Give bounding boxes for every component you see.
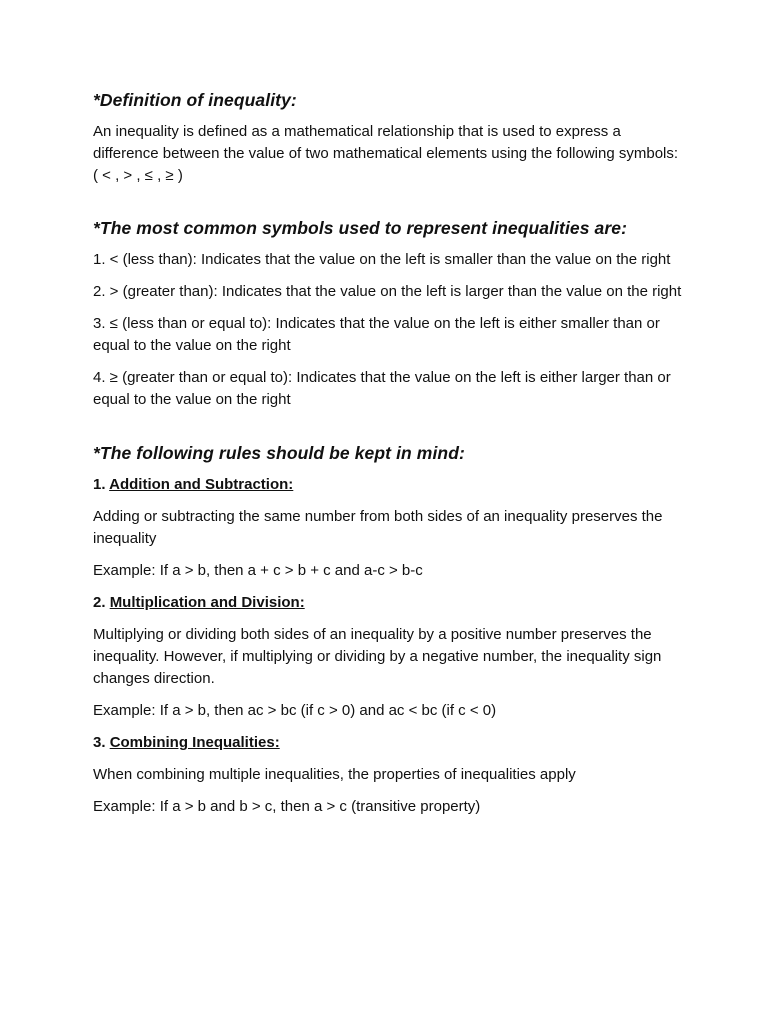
rules-heading: *The following rules should be kept in mind: bbox=[93, 443, 465, 463]
rule-title-text: Multiplication and Division: bbox=[109, 594, 305, 611]
definition-heading: *Definition of inequality: bbox=[93, 90, 297, 110]
rule-description-combining: When combining multiple inequalities, the properties of inequalities apply bbox=[93, 766, 576, 783]
rule-example-multiplication: Example: If a > b, then ac > bc (if c > 0) and ac < bc (if c < 0) bbox=[93, 702, 497, 719]
document-page bbox=[93, 88, 683, 818]
rule-title-multiplication bbox=[93, 592, 683, 614]
rule-number: 1. bbox=[93, 476, 106, 493]
rule-number: 3. bbox=[93, 734, 106, 751]
rule-title-text: Addition and Subtraction: bbox=[109, 476, 294, 493]
symbol-item-greater-than: 2. > (greater than): Indicates that the value on the left is larger than the value on the right bbox=[93, 283, 682, 300]
symbols-heading: *The most common symbols used to represent inequalities are: bbox=[93, 218, 628, 238]
rule-title-combining bbox=[93, 732, 683, 754]
definition-text: An inequality is defined as a mathematical relationship that is used to express a difference between the value of two mathematical elements using the following symbols: ( < , > , ≤ , ≥ ) bbox=[93, 123, 679, 184]
rule-title-addition bbox=[93, 474, 683, 496]
rule-description-addition: Adding or subtracting the same number from both sides of an inequality preserves the inequality bbox=[93, 508, 663, 547]
symbol-item-less-than: 1. < (less than): Indicates that the value on the left is smaller than the value on the right bbox=[93, 251, 671, 268]
symbol-item-less-equal: 3. ≤ (less than or equal to): Indicates that the value on the left is either smaller than or equal to the value on the right bbox=[93, 315, 660, 354]
symbol-item-greater-equal: 4. ≥ (greater than or equal to): Indicates that the value on the left is either larger than or equal to the value on the right bbox=[93, 369, 671, 408]
rule-description-multiplication: Multiplying or dividing both sides of an inequality by a positive number preserves the inequality. However, if multiplying or dividing by a negative number, the inequality sign changes direction. bbox=[93, 626, 662, 687]
rule-example-addition: Example: If a > b, then a + c > b + c and a-c > b-c bbox=[93, 562, 423, 579]
rule-number: 2. bbox=[93, 594, 106, 611]
rule-example-combining: Example: If a > b and b > c, then a > c (transitive property) bbox=[93, 798, 481, 815]
rule-title-text: Combining Inequalities: bbox=[109, 734, 280, 751]
